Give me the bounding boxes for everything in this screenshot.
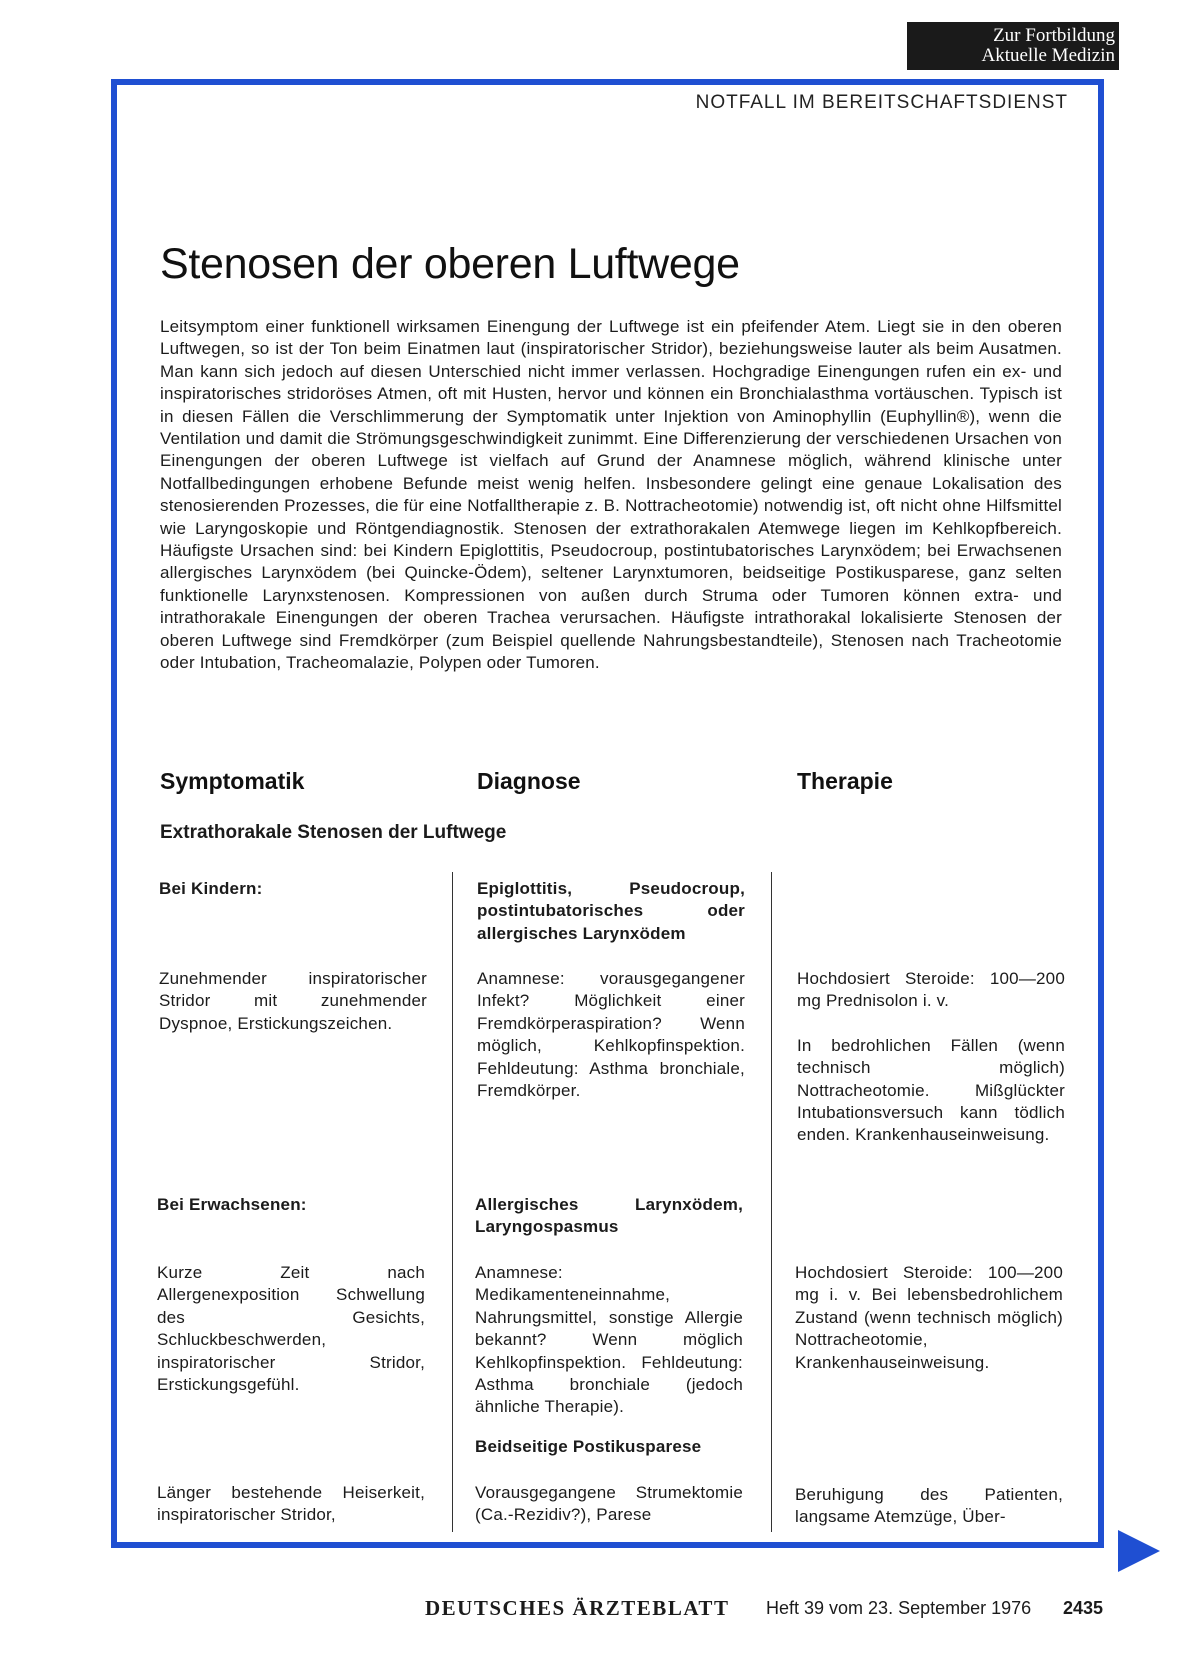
journal-name: DEUTSCHES ÄRZTEBLATT: [425, 1596, 730, 1620]
diagnosis-heading-erwachsene: Allergisches Larynxödem, Laryngospasmus: [475, 1195, 743, 1237]
section-label: NOTFALL IM BEREITSCHAFTSDIENST: [695, 92, 1068, 113]
group-label-kinder: Bei Kindern:: [159, 879, 263, 898]
therapy-kinder: [797, 968, 1065, 1169]
diagnosis-heading-postikus: Beidseitige Postikusparese: [475, 1437, 702, 1456]
therapy-kinder-steroids: Hochdosiert Steroide: 100—200 mg Prednisolon i. v.: [797, 969, 1065, 1011]
article-title: Stenosen der oberen Luftwege: [160, 240, 740, 288]
badge-line-1: Zur Fortbildung: [993, 25, 1115, 46]
continue-arrow-icon: [1118, 1530, 1160, 1572]
symptom-postikus: Länger bestehende Heiserkeit, inspiratorischer Stridor,: [157, 1483, 425, 1525]
column-heading-diagnose: Diagnose: [477, 768, 581, 794]
diagnosis-heading-kinder: Epiglottitis, Pseudocroup, postintubatorisches oder allergisches Larynxödem: [477, 879, 745, 943]
column-heading-therapie: Therapie: [797, 768, 893, 794]
page-number: 2435: [1063, 1598, 1104, 1618]
column-heading-symptomatik: Symptomatik: [160, 768, 305, 794]
column-divider-right: [771, 872, 772, 1532]
badge-line-2: Aktuelle Medizin: [981, 45, 1115, 66]
subheading-extrathorakal: Extrathorakale Stenosen der Luftwege: [160, 822, 507, 843]
issue-info: Heft 39 vom 23. September 1976: [766, 1598, 1032, 1618]
section-badge: [907, 22, 1119, 70]
diagnosis-kinder: Anamnese: vorausgegangener Infekt? Möglichkeit einer Fremdkörperaspiration? Wenn möglich, Kehlkopfinspektion. Fehldeutung: Asthma bronchiale, Fremdkörper.: [477, 969, 745, 1101]
group-label-erwachsene: Bei Erwachsenen:: [157, 1195, 307, 1214]
therapy-kinder-emergency: In bedrohlichen Fällen (wenn technisch möglich) Nottracheotomie. Mißglückter Intubationsversuch kann tödlich enden. Krankenhauseinweisung.: [797, 1035, 1065, 1145]
diagnosis-erwachsene: Anamnese: Medikamenteneinnahme, Nahrungsmittel, sonstige Allergie bekannt? Wenn möglich Kehlkopfinspektion. Fehldeutung: Asthma bronchiale (jedoch ähnliche Therapie).: [475, 1263, 743, 1417]
intro-paragraph: Leitsymptom einer funktionell wirksamen Einengung der Luftwege ist ein pfeifender Atem. Liegt sie in den oberen Luftwegen, so ist der Ton beim Einatmen laut (inspiratorischer Stridor), beziehungsweise lauter als beim Ausatmen. Man kann sich jedoch auf diesen Unterschied nicht immer verlassen. Hochgradige Einengungen rufen ein ex- und inspiratorisches stridoröses Atmen, oft mit Husten, hervor und können ein Bronchialasthma vortäuschen. Typisch ist in diesen Fällen die Verschlimmerung der Symptomatik unter Injektion von Aminophyllin (Euphyllin®), wenn die Ventilation und damit die Strömungsgeschwindigkeit zunimmt. Eine Differenzierung der verschiedenen Ursachen von Einengungen der oberen Luftwege ist vielfach auf Grund der Anamnese möglich, während klinische unter Notfallbedingungen erhobene Befunde meist wenig helfen. Insbesondere gelingt eine genaue Lokalisation des stenosierenden Prozesses, die für eine Notfalltherapie z. B. Nottracheotomie) notwendig ist, oft nicht ohne Hilfsmittel wie Laryngoskopie und Röntgendiagnostik. Stenosen der extrathorakalen Atemwege liegen im Kehlkopfbereich. Häufigste Ursachen sind: bei Kindern Epiglottitis, Pseudocroup, postintubatorisches Larynxödem; bei Erwachsenen allergisches Larynxödem (bei Quincke-Ödem), seltener Larynxtumoren, beidseitige Postikusparese, ganz selten funktionelle Larynxstenosen. Kompressionen von außen durch Struma oder Tumoren können extra- und intrathorakale Einengungen der oberen Trachea verursachen. Häufigste intrathorakal lokalisierte Stenosen der oberen Luftwege sind Fremdkörper (zum Beispiel quellende Nahrungsbestandteile), Stenosen nach Tracheotomie oder Intubation, Tracheomalazie, Polypen oder Tumoren.: [160, 317, 1062, 673]
diagnosis-postikus: Vorausgegangene Strumektomie (Ca.-Rezidiv?), Parese: [475, 1483, 743, 1525]
symptom-kinder: Zunehmender inspiratorischer Stridor mit zunehmender Dyspnoe, Erstickungszeichen.: [159, 969, 427, 1033]
therapy-erwachsene: Hochdosiert Steroide: 100—200 mg i. v. Bei lebensbedrohlichem Zustand (wenn technisch möglich) Nottracheotomie, Krankenhauseinweisung.: [795, 1263, 1063, 1372]
column-divider-left: [452, 872, 453, 1532]
symptom-erwachsene: Kurze Zeit nach Allergenexposition Schwellung des Gesichts, Schluckbeschwerden, inspiratorischer Stridor, Erstickungsgefühl.: [157, 1263, 425, 1395]
therapy-postikus: Beruhigung des Patienten, langsame Atemzüge, Über-: [795, 1485, 1063, 1527]
